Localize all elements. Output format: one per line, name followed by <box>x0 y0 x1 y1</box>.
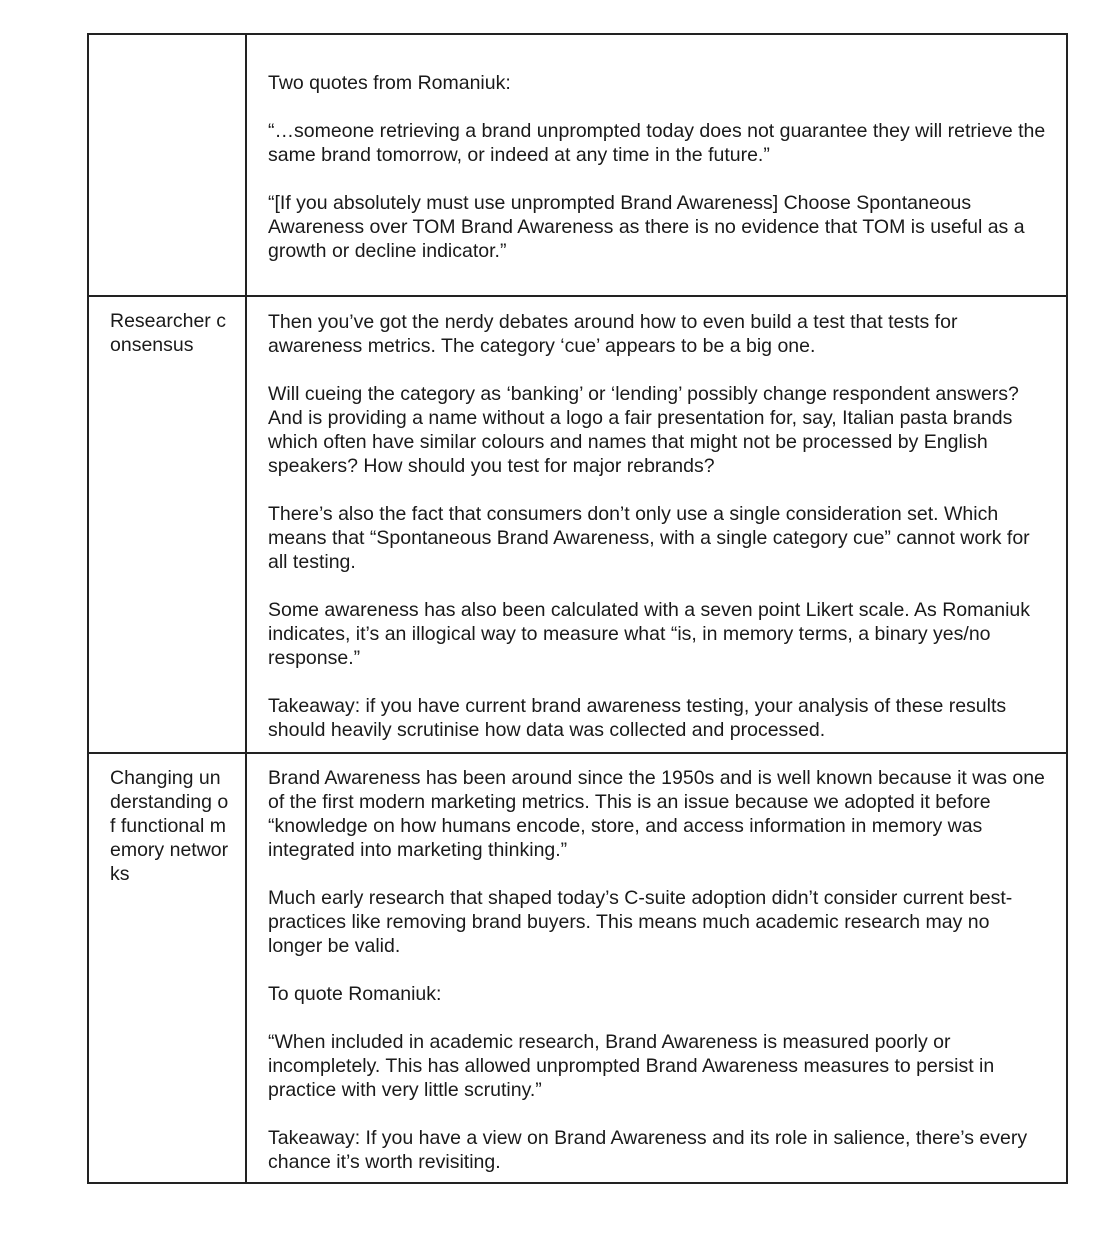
takeaway-paragraph: Takeaway: if you have current brand awareness testing, your analysis of these results should heavily scrutinise how data was collected and processed. <box>268 695 1007 741</box>
paragraph: Then you’ve got the nerdy debates around how to even build a test that tests for awareness metrics. The category ‘cue’ appears to be a big one. <box>268 311 958 357</box>
row-label-cell <box>88 34 246 296</box>
row-label <box>89 35 245 47</box>
quote-paragraph: “[If you absolutely must use unprompted Brand Awareness] Choose Spontaneous Awareness over TOM Brand Awareness as there is no evidence that TOM is useful as a growth or decline indicator.” <box>268 192 1025 262</box>
quote-paragraph: “When included in academic research, Brand Awareness is measured poorly or incompletely. This has allowed unprompted Brand Awareness measures to persist in practice with very little scrutiny.” <box>268 1031 995 1101</box>
row-body-cell <box>246 753 1067 1183</box>
table-row <box>88 296 1067 753</box>
paragraph: Brand Awareness has been around since the 1950s and is well known because it was one of the first modern marketing metrics. This is an issue because we adopted it before “knowledge on how humans encode, store, and access information in memory was integrated into marketing thinking.” <box>268 767 1045 861</box>
row-body-cell <box>246 296 1067 753</box>
paragraph: Some awareness has also been calculated with a seven point Likert scale. As Romaniuk indicates, it’s an illogical way to measure what “is, in memory terms, a binary yes/no response.” <box>268 599 1031 669</box>
row-label: Researcher consensus <box>110 310 226 356</box>
paragraph: To quote Romaniuk: <box>268 983 442 1005</box>
quote-paragraph: “…someone retrieving a brand unprompted today does not guarantee they will retrieve the same brand tomorrow, or indeed at any time in the future.” <box>268 120 1046 166</box>
row-label: Changing understanding of functional memory networks <box>110 767 229 885</box>
table-row <box>88 753 1067 1183</box>
paragraph: Will cueing the category as ‘banking’ or ‘lending’ possibly change respondent answers? And is providing a name without a logo a fair presentation for, say, Italian pasta brands which often have similar colours and names that might not be processed by English speakers? How should you test for major rebrands? <box>268 383 1019 477</box>
paragraph: There’s also the fact that consumers don’t only use a single consideration set. Which means that “Spontaneous Brand Awareness, with a single category cue” cannot work for all testing. <box>268 503 1030 573</box>
document-table <box>87 33 1068 1184</box>
paragraph: Two quotes from Romaniuk: <box>268 72 511 94</box>
row-label-cell <box>88 753 246 1183</box>
paragraph: Much early research that shaped today’s C-suite adoption didn’t consider current best-practices like removing brand buyers. This means much academic research may no longer be valid. <box>268 887 1013 957</box>
row-label-cell <box>88 296 246 753</box>
row-body-cell <box>246 34 1067 296</box>
takeaway-paragraph: Takeaway: If you have a view on Brand Awareness and its role in salience, there’s every chance it’s worth revisiting. <box>268 1127 1028 1173</box>
table-row <box>88 34 1067 296</box>
